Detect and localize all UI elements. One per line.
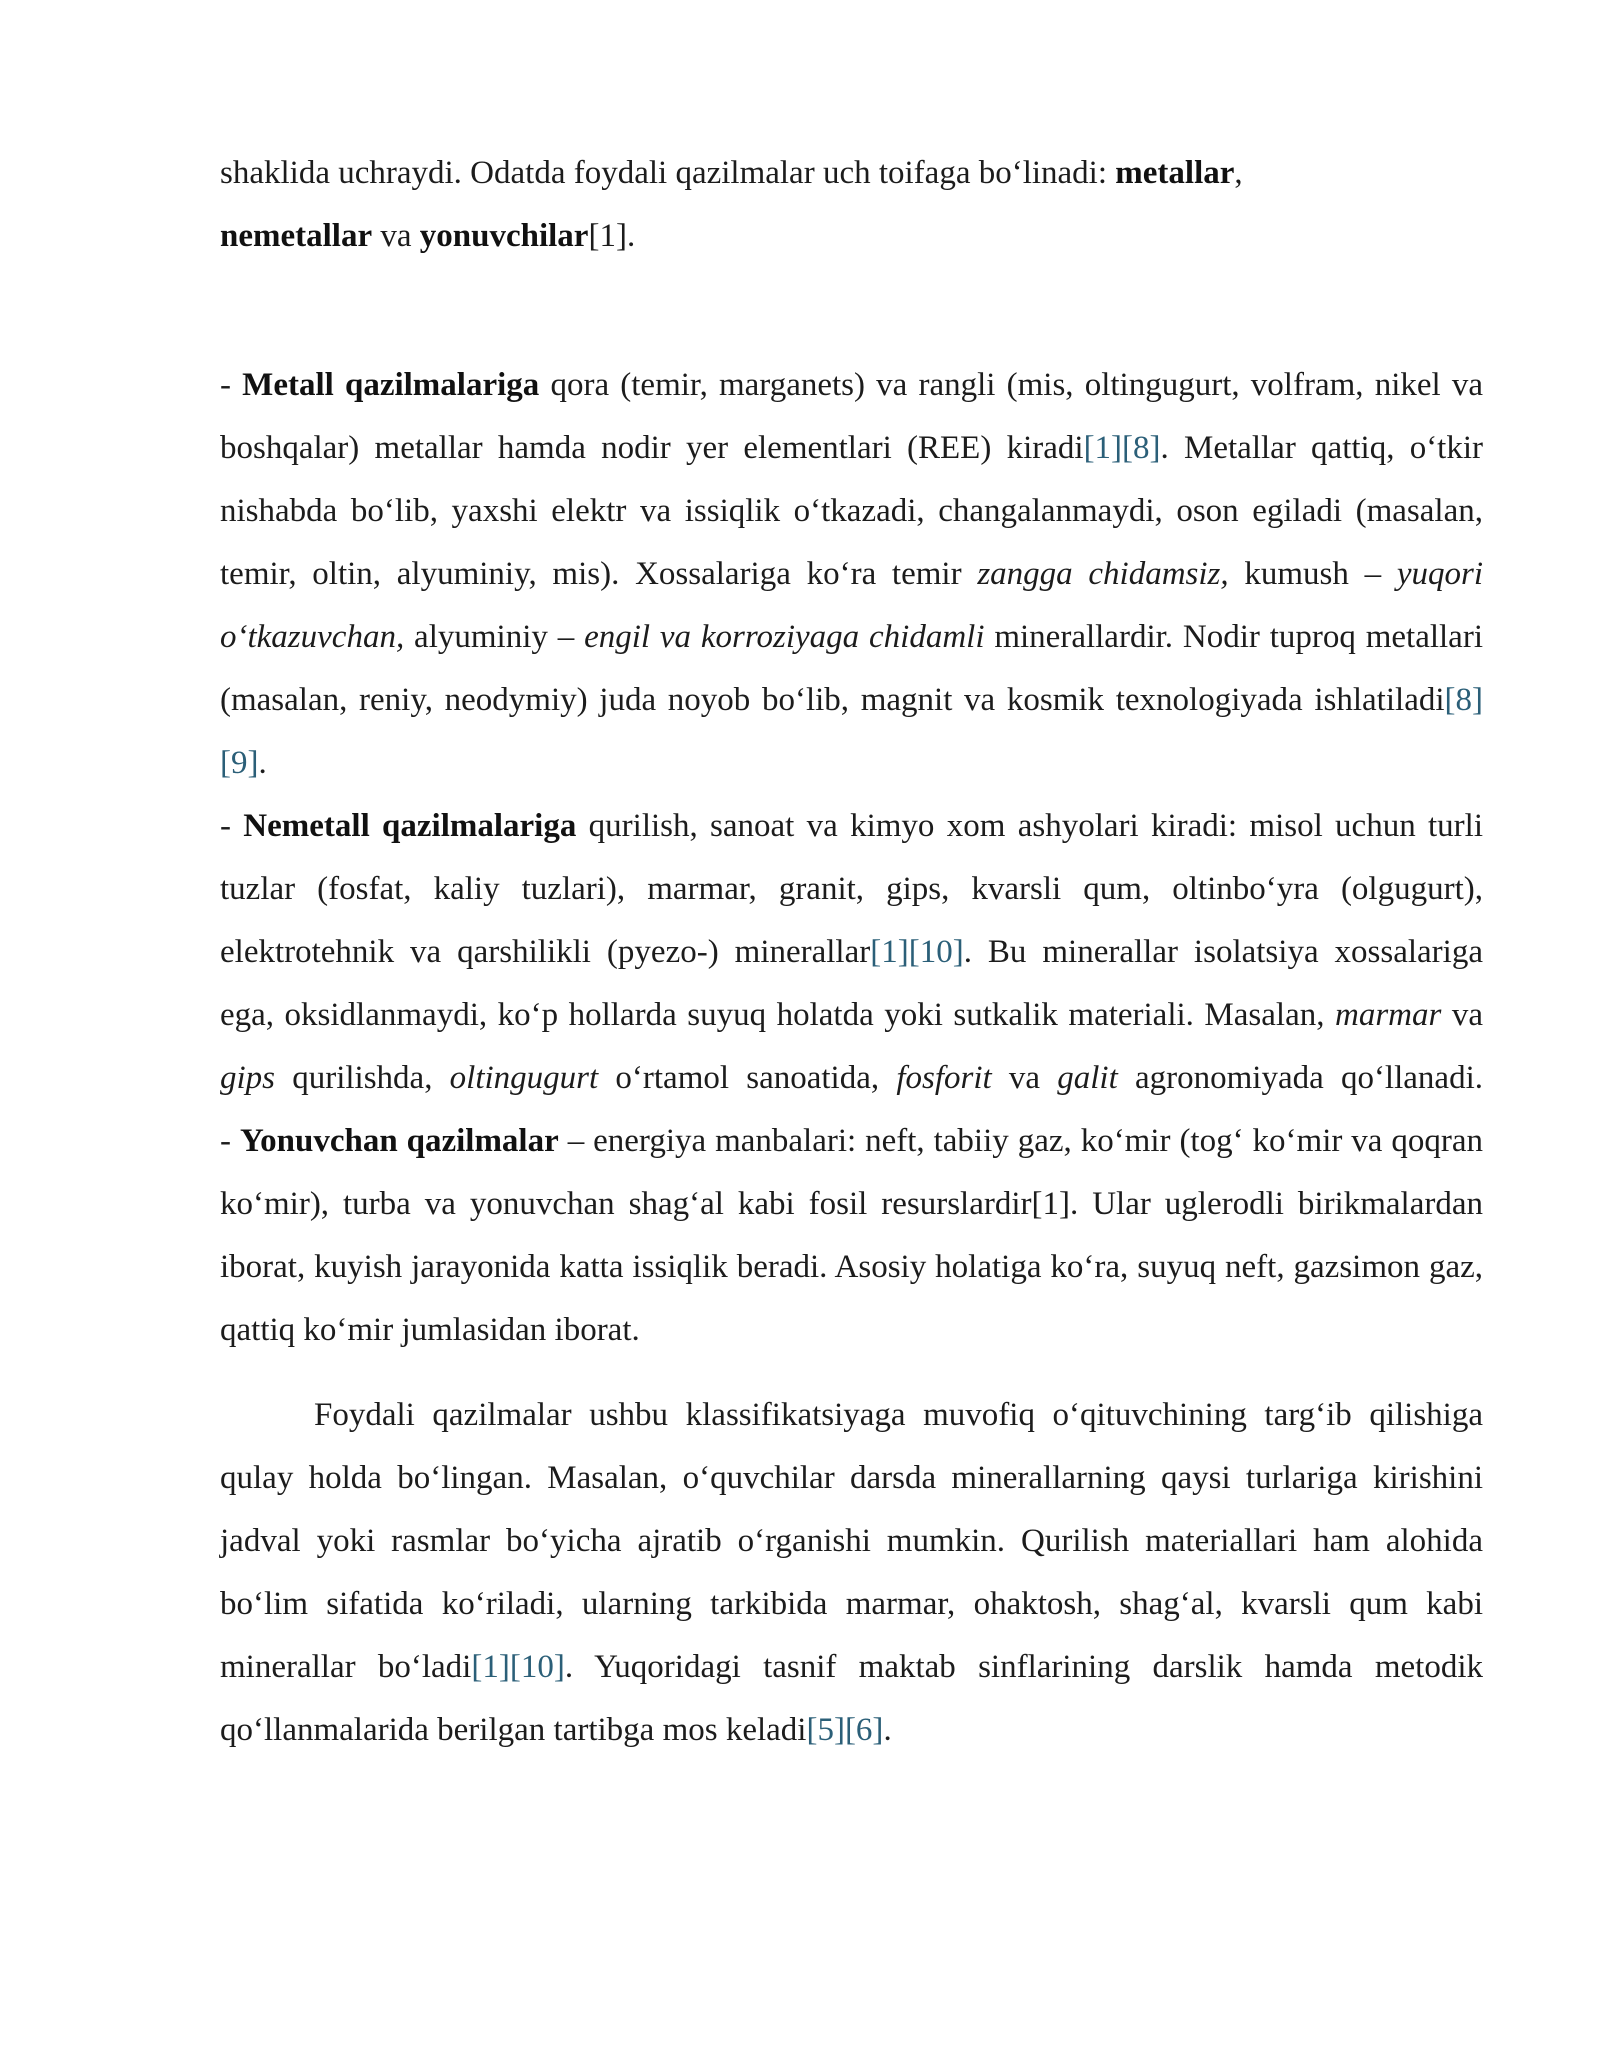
metals-text: . xyxy=(258,745,267,781)
nonmetals-italic: gips xyxy=(220,1060,276,1096)
nonmetals-item xyxy=(220,795,1483,1110)
metals-text: . Metallar qattiq, o‘tkir nishabda bo‘lib, yaxshi elektr va issiqlik o‘tkazadi, changalanmaydi, oson egiladi (masalan, temir, oltin, alyuminiy, mis). Xossalariga ko‘ra temir xyxy=(220,430,1484,592)
metals-text: alyuminiy – xyxy=(404,619,585,655)
fuels-heading: Yonuvchan qazilmalar xyxy=(239,1123,559,1159)
closing-text: . xyxy=(883,1712,892,1748)
intro-text: . xyxy=(626,218,636,254)
metals-text: kumush – xyxy=(1228,556,1397,592)
term-metallar: metallar xyxy=(1115,155,1235,191)
fuels-text: – energiya manbalari: neft, tabiiy gaz, ko‘mir (tog‘ ko‘mir va qoqran ko‘mir), turba va yonuvchan shag‘al kabi fosil resurslardir xyxy=(220,1123,1484,1222)
nonmetals-text: o‘rtamol sanoatida, xyxy=(598,1060,897,1096)
nonmetals-heading: Nemetall qazilmalariga xyxy=(243,808,577,844)
intro-text: shaklida uchraydi. Odatda foydali qazilmalar uch toifaga bo‘linadi: xyxy=(220,155,1116,191)
intro-text: , xyxy=(1234,155,1243,191)
metals-italic: zangga chidamsiz, xyxy=(977,556,1229,592)
citation: [1] xyxy=(1031,1186,1071,1222)
nonmetals-italic: galit xyxy=(1057,1060,1118,1096)
closing-text: . Yuqoridagi tasnif maktab sinflarining darslik hamda metodik qo‘llanmalarida berilgan tartibga mos keladi xyxy=(220,1649,1483,1748)
nonmetals-text: agronomiyada qo‘llanadi. xyxy=(1117,1060,1483,1096)
metals-italic: yuqori o‘tkazuvchan, xyxy=(220,556,1484,655)
nonmetals-italic: oltingugurt xyxy=(449,1060,599,1096)
citation-link[interactable]: [5][6] xyxy=(806,1712,884,1748)
citation-link[interactable]: [1][10] xyxy=(870,934,964,970)
metals-item xyxy=(220,354,1483,795)
metals-heading: Metall qazilmalariga xyxy=(242,367,540,403)
nonmetals-text: va xyxy=(1441,997,1483,1033)
citation-link[interactable]: [8][9] xyxy=(220,682,1483,781)
closing-paragraph xyxy=(220,1384,1483,1762)
bullet-dash: - xyxy=(220,1123,240,1159)
nonmetals-text: qurilishda, xyxy=(275,1060,450,1096)
metals-italic: engil va korroziyaga chidamli xyxy=(584,619,985,655)
nonmetals-italic: marmar xyxy=(1334,997,1442,1033)
metals-text: qora (temir, marganets) va rangli (mis, oltingugurt, volfram, nikel va boshqalar) metallar hamda nodir yer elementlari (REE) kiradi xyxy=(220,367,1483,466)
nonmetals-text: va xyxy=(991,1060,1058,1096)
intro-paragraph xyxy=(220,142,1483,268)
metals-text: minerallardir. Nodir tuproq metallari (masalan, reniy, neodymiy) juda noyob bo‘lib, magnit va kosmik texnologiyada ishlatiladi xyxy=(220,619,1483,718)
citation-link[interactable]: [1][8] xyxy=(1083,430,1161,466)
term-nemetallar: nemetallar xyxy=(220,218,373,254)
bullet-dash: - xyxy=(220,367,243,403)
fuels-text: . Ular uglerodli birikmalardan iborat, kuyish jarayonida katta issiqlik beradi. Asosiy holatiga ko‘ra, suyuq neft, gazsimon gaz, qattiq ko‘mir jumlasidan iborat. xyxy=(220,1186,1483,1348)
nonmetals-text: . Bu minerallar isolatsiya xossalariga ega, oksidlanmaydi, ko‘p hollarda suyuq holatda yoki sutkalik materiali. Masalan, xyxy=(220,934,1483,1033)
classification-paragraph xyxy=(220,354,1483,1362)
fuels-item xyxy=(220,1110,1483,1362)
term-yonuvchilar: yonuvchilar xyxy=(419,218,589,254)
document-page xyxy=(220,142,1483,1762)
nonmetals-text: qurilish, sanoat va kimyo xom ashyolari kiradi: misol uchun turli tuzlar (fosfat, kaliy tuzlari), marmar, granit, gips, kvarsli qum, oltinbo‘yra (olgugurt), elektrotehnik va qarshilikli (pyezo-) minerallar xyxy=(220,808,1483,970)
intro-text: va xyxy=(372,218,420,254)
nonmetals-italic: fosforit xyxy=(896,1060,992,1096)
citation: [1] xyxy=(588,218,627,254)
citation-link[interactable]: [1][10] xyxy=(471,1649,565,1685)
bullet-dash: - xyxy=(220,808,244,844)
closing-text: Foydali qazilmalar ushbu klassifikatsiyaga muvofiq o‘qituvchining targ‘ib qilishiga qulay holda bo‘lingan. Masalan, o‘quvchilar darsda minerallarning qaysi turlariga kirishini jadval yoki rasmlar bo‘yicha ajratib o‘rganishi mumkin. Qurilish materiallari ham alohida bo‘lim sifatida ko‘riladi, ularning tarkibida marmar, ohaktosh, shag‘al, kvarsli qum kabi minerallar bo‘ladi xyxy=(220,1397,1483,1685)
